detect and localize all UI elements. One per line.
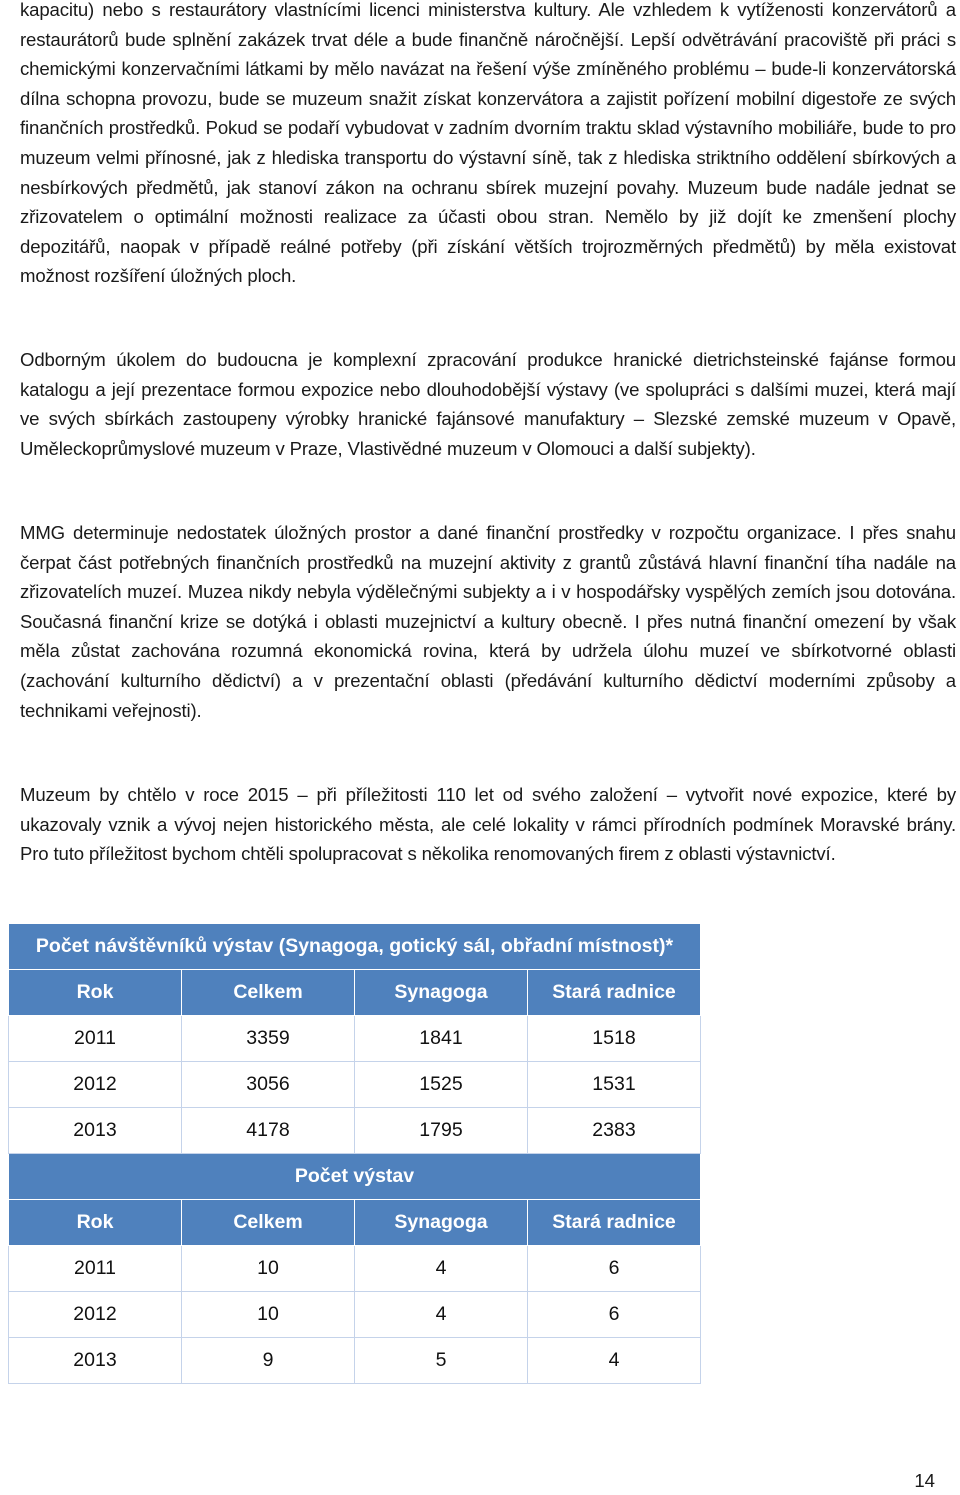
- column-header-total: Celkem: [182, 1200, 355, 1246]
- table-cell: 4: [355, 1246, 528, 1292]
- paragraph-faience: [20, 345, 956, 463]
- paragraph-text: kapacitu) nebo s restaurátory vlastnícími licenci ministerstva kultury. Ale vzhledem k vytíženosti konzervátorů a restaurátorů bude splnění zakázek trvat déle a bude finančně náročnější. Lepší odvětrávání pracoviště při práci s chemickými konzervačními látkami by mělo navázat na řešení výše zmíněného problému – bude-li konzervátorská dílna schopna provozu, bude se muzeum snažit získat konzervátora a zajistit pořízení mobilní digestoře ze svých finančních prostředků. Pokud se podaří vybudovat v zadním dvorním traktu sklad výstavního mobiliáře, bude to pro muzeum velmi přínosné, jak z hlediska transportu do výstavní síně, tak z hlediska striktního oddělení sbírkových a nesbírkových předmětů, jak stanoví zákon na ochranu sbírek muzejní povahy. Muzeum bude nadále jednat se zřizovatelem o optimální možnosti realizace za účasti obou stran. Nemělo by již dojít ke zmenšení plochy depozitářů, naopak v případě reálné potřeby (při získání větších trojrozměrných předmětů) by měla existovat možnost rozšíření úložných ploch.: [20, 0, 956, 287]
- table-cell: 1795: [355, 1108, 528, 1154]
- column-header-synagogue: Synagoga: [355, 1200, 528, 1246]
- paragraph-conservation: [20, 0, 956, 291]
- table-cell: 4: [355, 1292, 528, 1338]
- table-cell: 6: [528, 1246, 701, 1292]
- table-cell: 2383: [528, 1108, 701, 1154]
- paragraph-anniversary: [20, 780, 956, 869]
- column-header-year: Rok: [9, 1200, 182, 1246]
- table-cell: 2012: [9, 1062, 182, 1108]
- table-cell: 9: [182, 1338, 355, 1384]
- page-number: 14: [914, 1470, 935, 1491]
- table-cell: 1531: [528, 1062, 701, 1108]
- table-subtitle-row: [9, 1154, 701, 1200]
- table-cell: 1841: [355, 1016, 528, 1062]
- table-cell: 10: [182, 1246, 355, 1292]
- column-header-total: Celkem: [182, 970, 355, 1016]
- table-cell: 3359: [182, 1016, 355, 1062]
- table-cell: 5: [355, 1338, 528, 1384]
- table-cell: 2011: [9, 1016, 182, 1062]
- table-title-row: [9, 924, 701, 970]
- table-cell: 2012: [9, 1292, 182, 1338]
- table-row: [9, 1108, 701, 1154]
- column-header-synagogue: Synagoga: [355, 970, 528, 1016]
- table-header-row: [9, 970, 701, 1016]
- table-row: [9, 1246, 701, 1292]
- paragraph-text: Muzeum by chtělo v roce 2015 – při příležitosti 110 let od svého založení – vytvořit nové expozice, které by ukazovaly vznik a vývoj nejen historického města, ale celé lokality v rámci přírodních podmínek Moravské brány. Pro tuto příležitost bychom chtěli spolupracovat s několika renomovaných firem z oblasti výstavnictví.: [20, 784, 956, 865]
- column-header-year: Rok: [9, 970, 182, 1016]
- table-cell: 10: [182, 1292, 355, 1338]
- table-cell: 4178: [182, 1108, 355, 1154]
- table-cell: 6: [528, 1292, 701, 1338]
- table-cell: 2011: [9, 1246, 182, 1292]
- paragraph-text: Odborným úkolem do budoucna je komplexní zpracování produkce hranické dietrichsteinské fajánse formou katalogu a její prezentace formou expozice nebo dlouhodobější výstavy (ve spolupráci s dalšími muzei, která mají ve svých sbírkách zastoupeny výrobky hranické fajánsové manufaktury – Slezské zemské muzeum v Opavě, Uměleckoprůmyslové muzeum v Praze, Vlastivědné muzeum v Olomouci a další subjekty).: [20, 349, 956, 459]
- paragraph-text: MMG determinuje nedostatek úložných prostor a dané finanční prostředky v rozpočtu organizace. I přes snahu čerpat část potřebných finančních prostředků na muzejní aktivity z grantů zůstává hlavní finanční tíha nadále na zřizovatelích muzeí. Muzea nikdy nebyla výdělečnými subjekty a i v hospodářsky vyspělých zemích jsou dotována. Současná finanční krize se dotýká i oblasti muzejnictví a kultury obecně. I přes nutná finanční omezení by však měla zůstat zachována rozumná ekonomická rovina, která by udržela úlohu muzeí ve sbírkotvorné oblasti (zachování kulturního dědictví) a v prezentační oblasti (předávání kulturního dědictví moderními způsoby a technikami veřejnosti).: [20, 522, 956, 721]
- visitor-statistics-table: [8, 923, 701, 1384]
- table-cell: 1525: [355, 1062, 528, 1108]
- table-row: [9, 1338, 701, 1384]
- table-row: [9, 1292, 701, 1338]
- table-row: [9, 1016, 701, 1062]
- table-cell: 1518: [528, 1016, 701, 1062]
- table-header-row: [9, 1200, 701, 1246]
- column-header-old-town-hall: Stará radnice: [528, 1200, 701, 1246]
- table-title: Počet návštěvníků výstav (Synagoga, gotický sál, obřadní místnost)*: [9, 924, 701, 970]
- table-cell: 3056: [182, 1062, 355, 1108]
- table-cell: 2013: [9, 1338, 182, 1384]
- paragraph-funding: [20, 518, 956, 725]
- table-subtitle: Počet výstav: [9, 1154, 701, 1200]
- table-cell: 2013: [9, 1108, 182, 1154]
- column-header-old-town-hall: Stará radnice: [528, 970, 701, 1016]
- table-row: [9, 1062, 701, 1108]
- table-cell: 4: [528, 1338, 701, 1384]
